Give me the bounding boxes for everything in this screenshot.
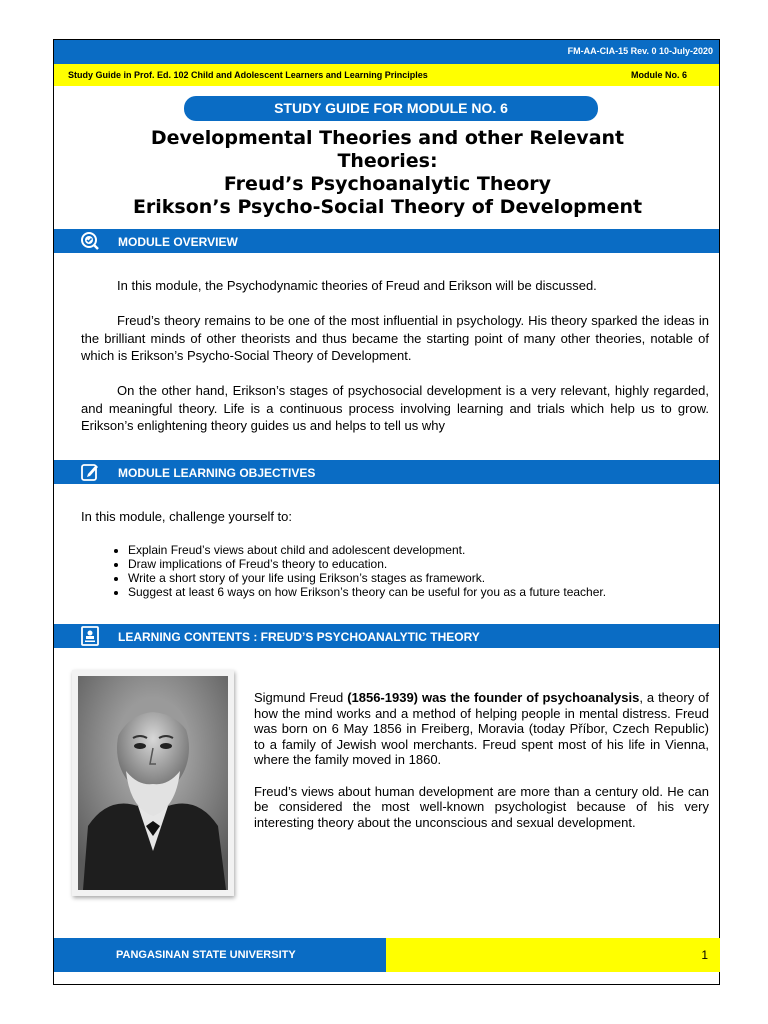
course-title: Study Guide in Prof. Ed. 102 Child and Adolescent Learners and Learning Principles [68,70,428,80]
section-bar-contents [54,624,719,648]
document-page [53,39,720,985]
title-line: Freud’s Psychoanalytic Theory [223,173,552,195]
study-guide-pill: STUDY GUIDE FOR MODULE NO. 6 [184,96,598,121]
freud-bio [254,690,709,846]
overview-paragraph: On the other hand, Erikson’s stages of psychosocial development is a very relevant, highly regarded, and meaningful theory. Life is a continuous process involving learning and trials which help us to grow. Erikson’s enlightening theory guides us and helps to tell us why [81,383,709,433]
overview-paragraph: Freud’s theory remains to be one of the most influential in psychology. His theory sparked the ideas in the brilliant minds of other theorists and thus became the starting point of many other theories, notable of which is Erikson’s Psycho-Social Theory of Development. [81,313,709,363]
university-name: PANGASINAN STATE UNIVERSITY [116,949,296,961]
bio-rest: , a theory of how the mind works and a method of helping people in mental distress. Freud was born on 6 May 1856 in Freiberg, Moravia (today Příbor, Czech Republic) to a family of Jewish wool merchants. Freud spent most of his life in Vienna, where the family moved in 1860. [254,690,709,767]
page-number: 1 [701,948,708,962]
list-item: • Draw implications of Freud’s theory to education. [128,557,708,571]
title-line: Erikson’s Psycho-Social Theory of Development [132,196,643,218]
overview-paragraph: In this module, the Psychodynamic theories of Freud and Erikson will be discussed. [117,278,597,293]
bio-paragraph: Freud’s views about human development are more than a century old. He can be considered the most well-known psychologist because of his very interesting theory about the unconscious and sexual development. [254,783,709,830]
section-label: MODULE OVERVIEW [118,235,238,249]
footer-page-bar [386,938,720,972]
list-item: • Explain Freud’s views about child and adolescent development. [128,543,708,557]
objectives-intro: In this module, challenge yourself to: [81,509,293,524]
section-bar-overview [54,229,719,253]
page-title [74,127,701,219]
section-bar-objectives [54,460,719,484]
section-label: MODULE LEARNING OBJECTIVES [118,466,316,480]
header-bar [54,40,719,64]
freud-portrait [72,670,234,896]
magnifier-check-icon [80,231,100,251]
form-code: FM-AA-CIA-15 Rev. 0 10-July-2020 [567,46,713,56]
document-person-icon [80,626,100,646]
section-label: LEARNING CONTENTS : FREUD’S PSYCHOANALYTIC THEORY [118,630,480,644]
list-item: • Suggest at least 6 ways on how Erikson’s theory can be useful for you as a future teacher. [128,585,708,599]
bio-paragraph [254,690,709,768]
footer-university-bar [54,938,386,972]
course-bar [54,64,719,86]
objectives-list [106,543,708,599]
pencil-edit-icon [80,462,100,482]
module-number: Module No. 6 [631,70,687,80]
bio-bold: (1856-1939) was the founder of psychoanalysis [347,690,640,705]
bio-name: Sigmund Freud [254,690,344,705]
title-line: Developmental Theories and other Relevant [150,127,625,149]
portrait-image [78,676,228,890]
list-item: • Write a short story of your life using Erikson’s stages as framework. [128,571,708,585]
title-line: Theories: [337,150,438,172]
